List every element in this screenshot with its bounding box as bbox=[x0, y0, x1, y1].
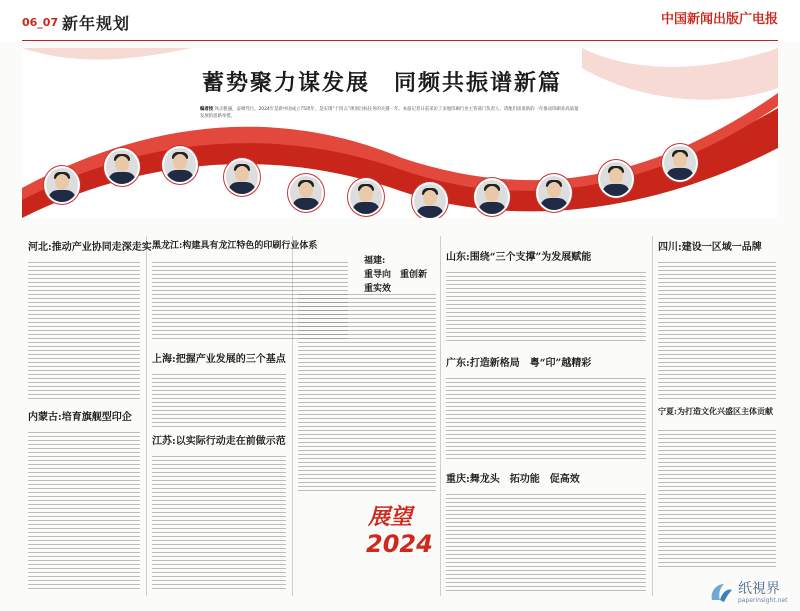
editor-note bbox=[200, 106, 580, 120]
portrait bbox=[474, 178, 510, 216]
portrait bbox=[662, 144, 698, 182]
article-title-fujian: 福建: 重导向 重创新 重实效 bbox=[364, 256, 428, 294]
article-title-chongqing: 重庆:舞龙头 拓功能 促高效 bbox=[446, 474, 580, 485]
article-title-shandong: 山东:围绕“三个支撑”为发展赋能 bbox=[446, 252, 592, 263]
portrait bbox=[44, 166, 80, 204]
article-title-hebei: 河北:推动产业协同走深走实 bbox=[28, 242, 152, 253]
article-body bbox=[28, 432, 140, 592]
hero-banner bbox=[22, 48, 778, 218]
portrait bbox=[412, 182, 448, 218]
portrait bbox=[104, 148, 140, 186]
watermark-brand: 纸視界 bbox=[738, 581, 780, 597]
portrait bbox=[536, 174, 572, 212]
paper-name: 中国新闻出版广电报 bbox=[660, 12, 778, 27]
masthead-rule bbox=[22, 40, 778, 41]
article-body bbox=[446, 378, 646, 460]
article-body bbox=[28, 262, 140, 402]
article-title-sichuan: 四川:建设一区域一品牌 bbox=[658, 242, 762, 253]
outlook-stamp bbox=[364, 500, 440, 566]
article-title-ningxia: 宁夏:为打造文化兴盛区主体贡献 bbox=[658, 406, 773, 416]
editor-note-text: 风正帆悬，奋楫笃行。2024年是新中国成立75周年，是实现“十四五”规划目标任务的关键一年。本报记者日前采访了多地印刷行业主管部门负责人，请他们谈谈新的一年推动印刷业高质量发展的思路举措。 bbox=[200, 107, 579, 119]
watermark-logo-icon bbox=[706, 578, 736, 608]
article-title-shanghai: 上海:把握产业发展的三个基点 bbox=[152, 354, 286, 365]
column-rule bbox=[146, 236, 147, 596]
watermark-url: paperinsight.net bbox=[738, 597, 788, 604]
portrait bbox=[348, 178, 384, 216]
outlook-word: 展望 bbox=[368, 504, 413, 530]
portrait bbox=[162, 146, 198, 184]
section-title: 新年规划 bbox=[62, 14, 131, 33]
article-body bbox=[658, 430, 776, 570]
article-body bbox=[446, 272, 646, 344]
article-title-guangdong: 广东:打造新格局 粤“印”越精彩 bbox=[446, 358, 592, 369]
article-body bbox=[446, 494, 646, 592]
portrait bbox=[224, 158, 260, 196]
article-title-heilongjiang: 黑龙江:构建具有龙江特色的印刷行业体系 bbox=[152, 241, 318, 251]
article-title-neimenggu: 内蒙古:培育旗舰型印企 bbox=[28, 412, 132, 423]
column-rule bbox=[440, 236, 441, 596]
page-number: 06_07 bbox=[22, 16, 59, 29]
portrait bbox=[598, 160, 634, 198]
masthead bbox=[0, 0, 800, 42]
outlook-year: 2024 bbox=[366, 530, 433, 558]
article-body bbox=[152, 456, 286, 592]
column-rule bbox=[652, 236, 653, 596]
article-body bbox=[298, 294, 436, 494]
editor-note-label: 编者按 bbox=[200, 107, 214, 112]
article-body bbox=[152, 374, 286, 430]
headline: 蓄势聚力谋发展 同频共振谱新篇 bbox=[202, 70, 563, 96]
article-title-jiangsu: 江苏:以实际行动走在前做示范 bbox=[152, 436, 286, 447]
article-body bbox=[658, 262, 776, 400]
watermark bbox=[706, 576, 800, 611]
portrait bbox=[288, 174, 324, 212]
